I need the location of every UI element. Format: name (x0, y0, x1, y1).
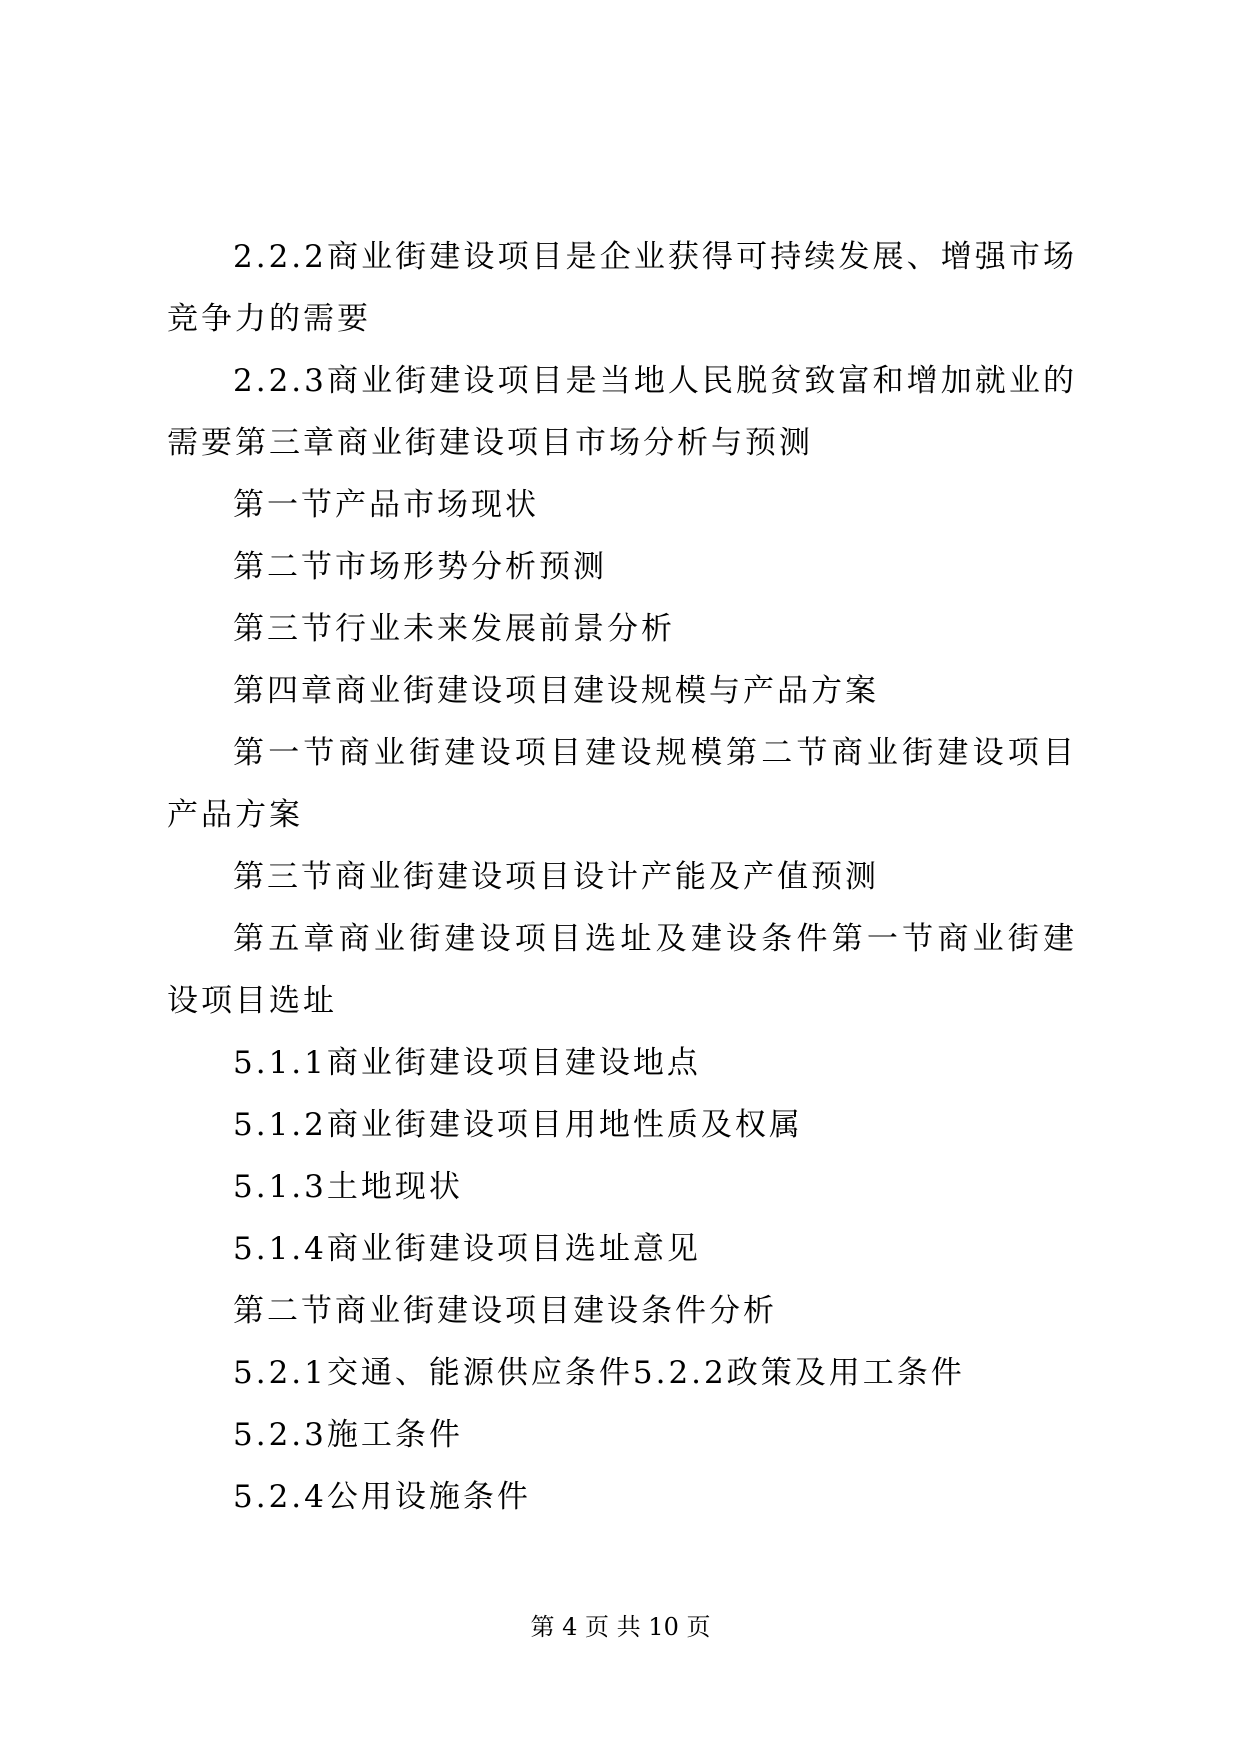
paragraph-2-2-2: 2.2.2商业街建设项目是企业获得可持续发展、增强市场竞争力的需要 (167, 239, 1077, 337)
page-number-footer: 第 4 页 共 10 页 (530, 1613, 711, 1641)
item-5-1-1: 5.1.1商业街建设项目建设地点 (233, 1045, 701, 1081)
item-5-1-4: 5.1.4商业街建设项目选址意见 (233, 1231, 701, 1267)
item-5-2-4: 5.2.4公用设施条件 (233, 1479, 531, 1515)
document-body (167, 226, 1077, 1528)
section-3-1-heading: 第一节产品市场现状 (233, 487, 539, 523)
paragraph-2-2-3: 2.2.3商业街建设项目是当地人民脱贫致富和增加就业的需要第三章商业街建设项目市场分析与预测 (167, 363, 1077, 461)
item-5-2-1-2: 5.2.1交通、能源供应条件5.2.2政策及用工条件 (233, 1355, 965, 1391)
section-4-3-heading: 第三节商业街建设项目设计产能及产值预测 (233, 859, 879, 895)
section-3-3-heading: 第三节行业未来发展前景分析 (233, 611, 675, 647)
item-5-2-3: 5.2.3施工条件 (233, 1417, 463, 1453)
item-5-1-3: 5.1.3土地现状 (233, 1169, 463, 1205)
section-5-2-heading: 第二节商业街建设项目建设条件分析 (233, 1293, 777, 1329)
item-5-1-2: 5.1.2商业街建设项目用地性质及权属 (233, 1107, 803, 1143)
chapter-4-heading: 第四章商业街建设项目建设规模与产品方案 (233, 673, 879, 709)
section-3-2-heading: 第二节市场形势分析预测 (233, 549, 607, 585)
chapter-5-heading: 第五章商业街建设项目选址及建设条件第一节商业街建设项目选址 (167, 921, 1077, 1019)
section-4-1-2-heading: 第一节商业街建设项目建设规模第二节商业街建设项目产品方案 (167, 735, 1077, 833)
